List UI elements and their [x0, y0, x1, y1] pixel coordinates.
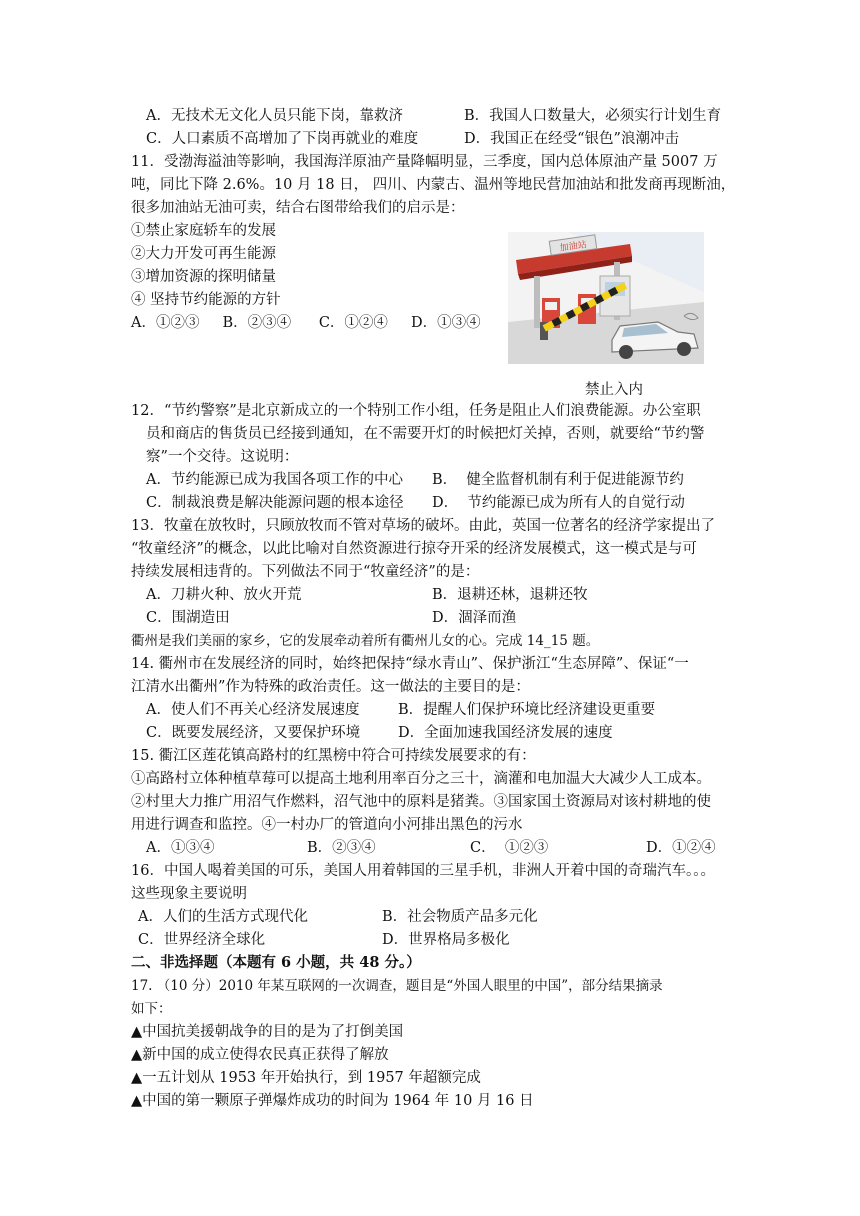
q17-stem-line2: 如下： — [131, 1001, 172, 1017]
q14-option-b: B．提醒人们保护环境比经济建设更重要 — [398, 702, 656, 718]
q11-stem-line2: 吨，同比下降 2.6%。10 月 18 日， 四川、内蒙古、温州等地民营加油站和批发商再现断油， — [131, 177, 736, 193]
q10-option-c: C．人口素质不高增加了下岗再就业的难度 — [146, 131, 419, 147]
q11-answer-options: A．①②③ B．②③④ C．①②④ D．①③④ — [131, 315, 481, 331]
figure-caption: 禁止入内 — [585, 382, 643, 398]
q13-option-c: C．围湖造田 — [146, 610, 230, 626]
q15-option-b: B．②③④ — [307, 840, 376, 856]
q16-option-d: D．世界格局多极化 — [382, 932, 510, 948]
q16-option-a: A．人们的生活方式现代化 — [138, 909, 308, 925]
q11-item-4: ④ 坚持节约能源的方针 — [131, 292, 281, 308]
q10-option-d: D．我国正在经受“银色”浪潮冲击 — [464, 131, 679, 147]
q11-item-3: ③增加资源的探明储量 — [131, 269, 276, 285]
q14-stem-line2: 江清水出衢州”作为特殊的政治责任。这一做法的主要目的是： — [131, 679, 530, 695]
q12-stem-line2: 员和商店的售货员已经接到通知，在不需要开灯的时候把灯关掉，否则，就要给“节约警 — [146, 426, 705, 442]
sign-text: 加油站 — [559, 240, 588, 254]
q17-item-4: ▲中国的第一颗原子弹爆炸成功的时间为 1964 年 10 月 16 日 — [131, 1093, 534, 1109]
q13-stem-line3: 持续发展相违背的。下列做法不同于“牧童经济”的是： — [131, 564, 480, 580]
q14-option-c: C．既要发展经济，又要保护环境 — [146, 725, 361, 741]
q15-stem-line1: 15. 衢江区莲花镇高路村的红黑榜中符合可持续发展要求的有： — [131, 748, 536, 764]
q11-item-1: ①禁止家庭轿车的发展 — [131, 223, 276, 239]
q17-item-2: ▲新中国的成立使得农民真正获得了解放 — [131, 1047, 389, 1063]
q16-option-b: B．社会物质产品多元化 — [382, 909, 538, 925]
q15-stem-line4: 用进行调查和监控。④一村办厂的管道向小河排出黑色的污水 — [131, 817, 523, 833]
q15-option-a: A．①③④ — [146, 840, 215, 856]
q12-stem-line3: 察”一个交待。这说明： — [146, 449, 299, 465]
q15-option-c: C． ①②③ — [470, 840, 549, 856]
q14-option-a: A．使人们不再关心经济发展速度 — [146, 702, 360, 718]
gas-station-illustration — [508, 232, 704, 364]
q14-stem-line1: 14. 衢州市在发展经济的同时，始终把保持“绿水青山”、保护浙江“生态屏障”、保证“一 — [131, 656, 689, 672]
q15-stem-line3: ②村里大力推广用沼气作燃料，沼气池中的原料是猪粪。③国家国土资源局对该村耕地的使 — [131, 794, 711, 810]
section-2-heading: 二、非选择题（本题有 6 小题，共 48 分。） — [131, 954, 421, 971]
q15-stem-line2: ①高路村立体种植草莓可以提高土地利用率百分之三十，滴灌和电加温大大减少人工成本。 — [131, 771, 711, 787]
q13-option-a: A．刀耕火种、放火开荒 — [146, 587, 302, 603]
q16-stem-line2: 这些现象主要说明 — [131, 886, 247, 902]
q12-option-c: C．制裁浪费是解决能源问题的根本途径 — [146, 495, 404, 511]
q12-stem-line1: 12．“节约警察”是北京新成立的一个特别工作小组，任务是阻止人们浪费能源。办公室职 — [131, 403, 701, 419]
q11-stem-line1: 11．受渤海溢油等影响，我国海洋原油产量降幅明显，三季度，国内总体原油产量 5007 万 — [131, 154, 718, 170]
q12-option-b: B． 健全监督机制有利于促进能源节约 — [432, 472, 684, 488]
q17-item-1: ▲中国抗美援朝战争的目的是为了打倒美国 — [131, 1024, 404, 1040]
q13-stem-line1: 13．牧童在放牧时，只顾放牧而不管对草场的破坏。由此，英国一位著名的经济学家提出了 — [131, 518, 715, 534]
section-intro: 衢州是我们美丽的家乡，它的发展牵动着所有衢州儿女的心。完成 14_15 题。 — [131, 633, 600, 649]
q12-option-a: A．节约能源已成为我国各项工作的中心 — [146, 472, 403, 488]
q17-item-3: ▲一五计划从 1953 年开始执行，到 1957 年超额完成 — [131, 1070, 481, 1086]
q10-option-a: A．无技术无文化人员只能下岗，靠救济 — [146, 108, 403, 124]
q15-option-d: D．①②④ — [646, 840, 716, 856]
q13-option-b: B．退耕还林，退耕还牧 — [432, 587, 588, 603]
q11-stem-line3: 很多加油站无油可卖，结合右图带给我们的启示是： — [131, 200, 465, 216]
q12-option-d: D． 节约能源已成为所有人的自觉行动 — [432, 495, 685, 511]
q16-option-c: C．世界经济全球化 — [138, 932, 266, 948]
q16-stem-line1: 16．中国人喝着美国的可乐，美国人用着韩国的三星手机，非洲人开着中国的奇瑞汽车。。。 — [131, 863, 715, 879]
q17-stem-line1: 17. （10 分）2010 年某互联网的一次调查，题目是“外国人眼里的中国”，部分结果摘录 — [131, 978, 663, 994]
q14-option-d: D．全面加速我国经济发展的速度 — [398, 725, 613, 741]
q13-option-d: D．涸泽而渔 — [432, 610, 517, 626]
q13-stem-line2: “牧童经济”的概念，以此比喻对自然资源进行掠夺开采的经济发展模式，这一模式是与可 — [131, 541, 697, 557]
q10-option-b: B．我国人口数量大，必须实行计划生育 — [464, 108, 722, 124]
q11-item-2: ②大力开发可再生能源 — [131, 246, 276, 262]
